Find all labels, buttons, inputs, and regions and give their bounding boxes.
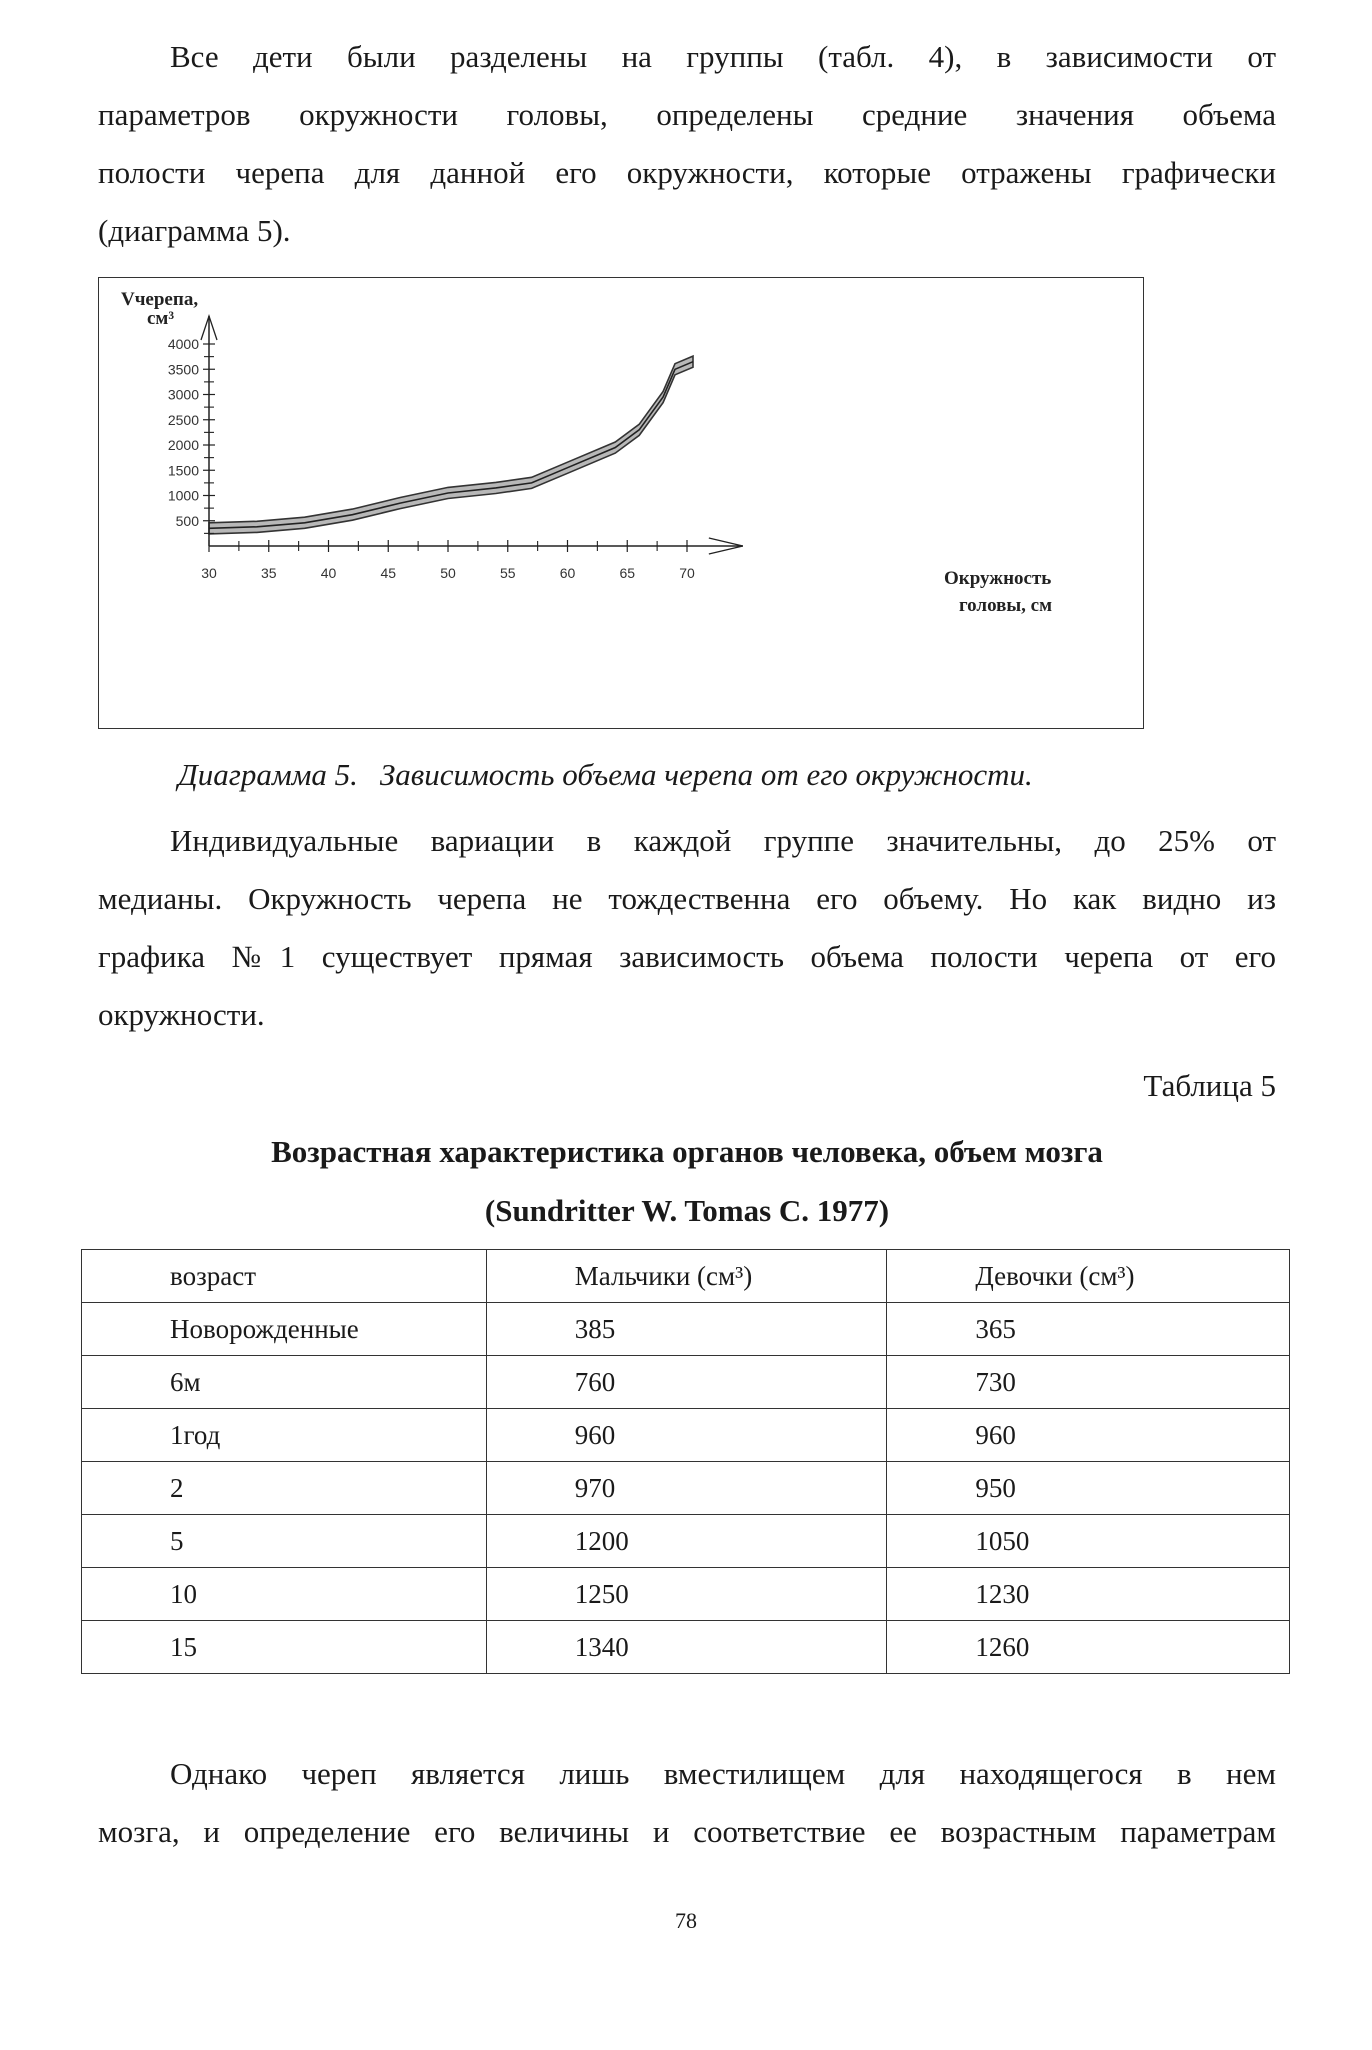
table-cell: 1340 — [486, 1621, 887, 1674]
table-cell: 760 — [486, 1356, 887, 1409]
text-line: медианы. Окружность черепа не тождественна его объему. Но как видно из — [98, 881, 1276, 916]
x-tick-label: 55 — [499, 565, 516, 581]
text-line: Все дети были разделены на группы (табл. 4), в зависимости от — [170, 39, 1276, 74]
table-cell: 385 — [486, 1303, 887, 1356]
text-line: мозга, и определение его величины и соответствие ее возрастным параметрам — [98, 1814, 1276, 1849]
table-cell: 1200 — [486, 1515, 887, 1568]
table-row — [82, 1356, 1290, 1409]
text-line: Однако череп является лишь вместилищем для находящегося в нем — [170, 1756, 1276, 1791]
x-tick-label: 30 — [201, 565, 217, 581]
text-line: окружности. — [98, 997, 265, 1032]
x-tick-label: 35 — [260, 565, 277, 581]
y-tick-label: 2500 — [167, 411, 199, 428]
table-row — [82, 1621, 1290, 1674]
table-row — [82, 1409, 1290, 1462]
table-cell: возраст — [82, 1250, 487, 1303]
table-cell: 1260 — [887, 1621, 1290, 1674]
table-cell: 970 — [486, 1462, 887, 1515]
table-cell: 960 — [486, 1409, 887, 1462]
axes-layer — [201, 316, 743, 554]
table-cell: Мальчики (см³) — [486, 1250, 887, 1303]
skull-volume-chart — [99, 278, 1142, 727]
text-line: Индивидуальные вариации в каждой группе значительны, до 25% от — [170, 823, 1276, 858]
table-cell: 1050 — [887, 1515, 1290, 1568]
y-tick-label: 1000 — [167, 487, 199, 504]
table-title-source: (Sundritter W. Tomas C. 1977) — [484, 1193, 890, 1228]
y-tick-label: 2000 — [167, 437, 199, 453]
x-tick-label: 70 — [679, 565, 695, 581]
text-line: графика №1 существует прямая зависимость объема полости черепа от его — [98, 939, 1276, 974]
text-line: полости черепа для данной его окружности, которые отражены графически — [98, 155, 1276, 190]
table-cell: 950 — [887, 1462, 1290, 1515]
table-cell: 1год — [82, 1409, 487, 1462]
table-row — [82, 1515, 1290, 1568]
confidence-band — [209, 356, 693, 534]
table-cell: Девочки (см³) — [887, 1250, 1290, 1303]
table-row — [82, 1462, 1290, 1515]
table-cell: 1230 — [887, 1568, 1290, 1621]
table-cell: 960 — [887, 1409, 1290, 1462]
table-cell: 15 — [82, 1621, 487, 1674]
table-cell: 5 — [82, 1515, 487, 1568]
table-cell: 6м — [82, 1356, 487, 1409]
caption-text: Зависимость объема черепа от его окружности. — [379, 757, 1033, 792]
brain-volume-table — [81, 1249, 1290, 1674]
table-cell: 2 — [82, 1462, 487, 1515]
x-tick-label: 50 — [440, 565, 456, 581]
table-cell: 1250 — [486, 1568, 887, 1621]
table-cell: Новорожденные — [82, 1303, 487, 1356]
y-axis-unit: см³ — [147, 308, 175, 329]
chart-frame — [98, 277, 1144, 729]
table-title — [98, 1122, 1276, 1240]
x-tick-label: 40 — [320, 565, 337, 581]
table-header-row — [82, 1250, 1290, 1303]
y-tick-label: 3000 — [167, 386, 199, 403]
paragraph-intro — [98, 28, 1276, 260]
y-tick-label: 4000 — [167, 336, 199, 352]
table-cell: 365 — [887, 1303, 1290, 1356]
text-line: параметров окружности головы, определены средние значения объема — [98, 97, 1276, 132]
x-tick-label: 45 — [380, 565, 397, 581]
y-tick-label: 500 — [175, 512, 199, 529]
text-line: (диаграмма 5). — [98, 213, 291, 248]
ticks-layer — [168, 336, 695, 581]
caption-number: Диаграмма 5. — [178, 757, 358, 792]
table-cell: 730 — [887, 1356, 1290, 1409]
figure-caption — [178, 757, 1033, 793]
paragraph-variation — [98, 812, 1276, 1044]
table-label: Таблица 5 — [1143, 1068, 1276, 1103]
table-title-line: Возрастная характеристика органов человека, объем мозга — [271, 1134, 1103, 1169]
x-axis-unit: головы, см — [959, 595, 1053, 616]
confidence-band-layer — [209, 356, 693, 534]
x-tick-label: 65 — [619, 565, 636, 581]
page-number: 78 — [675, 1908, 697, 1933]
table-row — [82, 1303, 1290, 1356]
y-tick-label: 1500 — [167, 462, 199, 479]
x-tick-label: 60 — [559, 565, 576, 581]
table-row — [82, 1568, 1290, 1621]
table-cell: 10 — [82, 1568, 487, 1621]
x-axis-title: Окружность — [944, 568, 1052, 589]
y-tick-label: 3500 — [167, 361, 199, 378]
y-axis-title: Vчерепа, — [121, 289, 199, 310]
paragraph-conclusion — [98, 1745, 1276, 1861]
